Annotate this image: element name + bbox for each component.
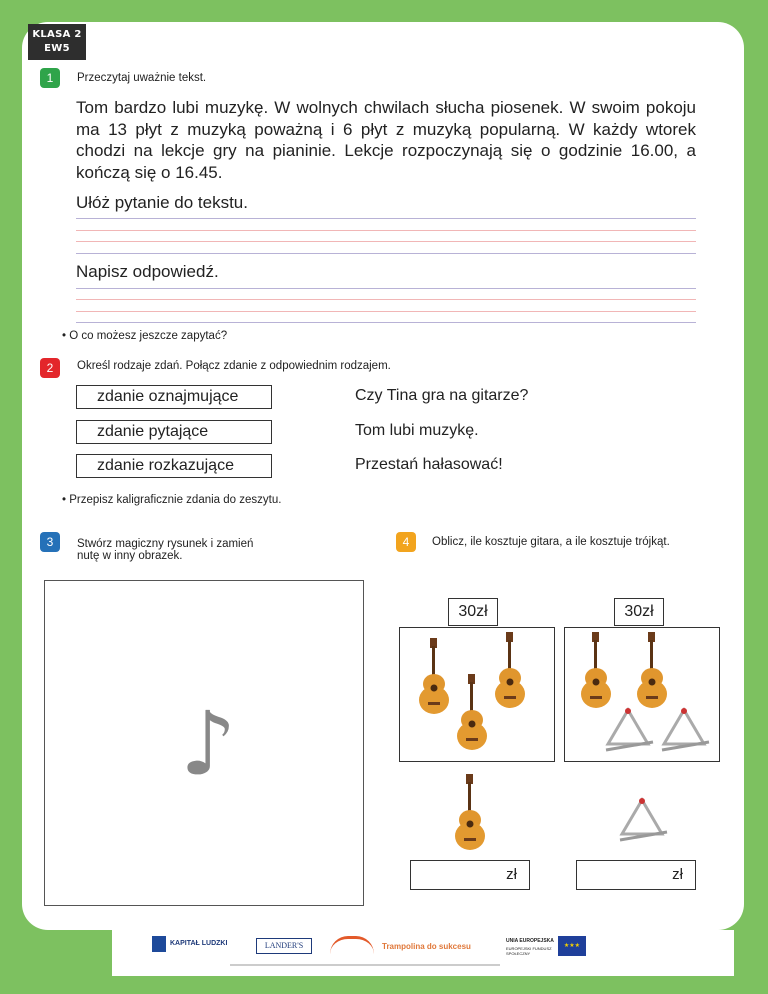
footer-logos xyxy=(112,930,734,976)
logo-landers: LANDER'S xyxy=(256,938,312,954)
answer-field-guitar[interactable]: zł xyxy=(410,860,530,890)
type-box[interactable]: zdanie pytające xyxy=(76,420,272,444)
writing-line[interactable] xyxy=(76,299,696,300)
task-3-number: 3 xyxy=(40,532,60,552)
task-1-number: 1 xyxy=(40,68,60,88)
task-2-instruction: Określ rodzaje zdań. Połącz zdanie z odpowiednim rodzajem. xyxy=(77,360,391,372)
type-box[interactable]: zdanie oznajmujące xyxy=(76,385,272,409)
task-3-instruction-line: nutę w inny obrazek. xyxy=(77,550,183,562)
guitar-icon xyxy=(628,630,678,712)
task-1-text: Tom bardzo lubi muzykę. W wolnych chwilach słucha piosenek. W swoim pokoju ma 13 płyt z muzyką poważną i 6 płyt z muzyką popularną. W każdy wtorek chodzi na lekcje gry na pianinie. Lekcje rozpoczynają się o godzinie 16.00, a kończą się o 16.45. xyxy=(76,98,696,182)
writing-line[interactable] xyxy=(76,230,696,231)
triangle-icon xyxy=(654,706,714,756)
logo-ue: UNIA EUROPEJSKA xyxy=(506,938,554,944)
question-prompt: Ułóż pytanie do tekstu. xyxy=(76,193,248,212)
writing-line[interactable] xyxy=(76,241,696,242)
class-badge xyxy=(28,24,86,60)
answer-field-triangle[interactable]: zł xyxy=(576,860,696,890)
logo-trampolina: Trampolina do sukcesu xyxy=(382,942,471,951)
guitar-icon xyxy=(446,772,496,854)
logo-kapital-ludzki: KAPITAŁ LUDZKI xyxy=(170,940,228,947)
task-1-instruction: Przeczytaj uważnie tekst. xyxy=(77,72,207,84)
guitar-icon xyxy=(448,672,498,754)
code-label: EW5 xyxy=(44,43,70,54)
rainbow-logo-icon xyxy=(330,936,374,954)
footer-note-line xyxy=(230,964,500,966)
writing-line[interactable] xyxy=(76,288,696,289)
triangle-icon xyxy=(612,796,672,846)
price-label: 30zł xyxy=(614,598,664,626)
writing-line[interactable] xyxy=(76,322,696,323)
task-1-extra: • O co możesz jeszcze zapytać? xyxy=(62,330,228,342)
task-4-instruction: Oblicz, ile kosztuje gitara, a ile kosztuje trójkąt. xyxy=(432,536,670,548)
task-2-number: 2 xyxy=(40,358,60,378)
kapital-ludzki-logo-icon xyxy=(152,936,166,952)
price-label: 30zł xyxy=(448,598,498,626)
task-3-instruction xyxy=(77,538,253,562)
answer-prompt: Napisz odpowiedź. xyxy=(76,262,219,281)
logo-efs: EUROPEJSKI FUNDUSZ SPOŁECZNY xyxy=(506,946,552,956)
eu-flag-icon: ★★★ xyxy=(558,936,586,956)
guitar-icon xyxy=(572,630,622,712)
writing-line[interactable] xyxy=(76,311,696,312)
music-note-icon: ♪ xyxy=(180,692,237,795)
task-3-instruction-line: Stwórz magiczny rysunek i zamień xyxy=(77,538,254,550)
sentence[interactable]: Przestań hałasować! xyxy=(355,456,503,473)
sentence[interactable]: Tom lubi muzykę. xyxy=(355,422,479,439)
class-label: KLASA 2 xyxy=(32,29,82,40)
sentence[interactable]: Czy Tina gra na gitarze? xyxy=(355,387,529,404)
task-2-extra: • Przepisz kaligraficznie zdania do zeszytu. xyxy=(62,494,282,506)
writing-line[interactable] xyxy=(76,218,696,219)
triangle-icon xyxy=(598,706,658,756)
writing-line[interactable] xyxy=(76,253,696,254)
type-box[interactable]: zdanie rozkazujące xyxy=(76,454,272,478)
task-4-number: 4 xyxy=(396,532,416,552)
